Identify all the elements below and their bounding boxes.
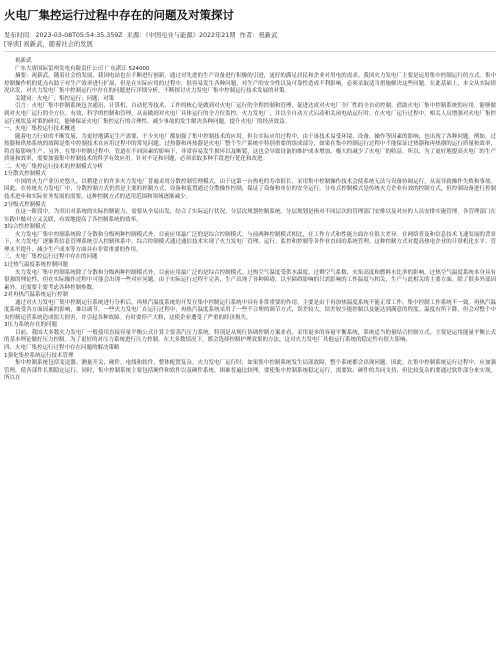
- source[interactable]: 来源：《中国电业与能源》2022年21期: [126, 32, 236, 39]
- article-title: 火电厂集控运行过程中存在的问题及对策探讨: [4, 8, 234, 22]
- paragraph: 在这一阶段中，为突出对系统的实际控制能力，需要从全局出发，结合了实际运行状况，分层次规划控制系统。分层规划是指对不同层次的管理部门安排以及对应的人员安排实施管理。各管理部门在实践中做对立又关联，有效地提高了各控制系统的效率。: [4, 209, 496, 223]
- paragraph: 随着电力行业的不断发展，为更好地满足生产需要，不少火电厂都加强了集中控制技术的应用。但在实际应用过程中，由于该技术易受环境、设备、操作等因素的影响，也出现了各种问题。例如，过热器和供热系统的故障是集中控制技术在应用过程中的常见问题。过热器和再热器是火电厂整个生产系统中特别重要的组成部分，如果在集中控制运行过程中不能保证过热器和再热器的运行质量和效率，将直接影响生产。另外，在集中控制过程中，管道在不同因素的影响下，非常容易发生损坏以及断裂，这也会导致设备的维护成本增加，极大的减少了火电厂的收益。所以，为了更好地提高火电厂的生产质量和效率，需要加强集中控制技术的科学有效应用。针对不足和问题，必须采取多种手段进行优化和改进。: [4, 133, 496, 163]
- publish-time: 发布时间：2023-03-08T05:54:35.359Z: [4, 32, 123, 39]
- section-heading: 1过热气温度系统控制问题: [4, 261, 69, 268]
- paragraph: 摘要：祝新武，随着社会的发展，我国电站也在不断进行创新，通过对先进的生产设备进行积极的引进，更好的满足居民和企业对用电的需求。我国火力发电厂主要是运用集中控制运行的方式。集中控制操作机的优点有助于对生产效率进行扩展，但是在实际应用的过程中，很容易发生各种问题，对生产的安全性以及可靠性造成不利影响。必须采取适当措施解决这些问题。在此基础上，本文从实际情况出发，对火力发电厂集中控制运行中存在的问题进行详细分析，不断探讨火力发电厂集中控制运行技术发展的对策。: [4, 73, 496, 95]
- section-heading: 一、火电厂集控运行技术概述: [4, 126, 76, 133]
- article-guide: [导读] 祝新武，随着社会的发展: [4, 41, 496, 53]
- paragraph: 引言：火电厂集中控制系统包含通讯、计算机、自动化等技术。工作的核心是做到对火电厂运行的全程控制和管理，促进达成对火电厂全厂性的全自动控制。借助火电厂集中控制系统的应用，能够做到对火电厂运行的全方位、有效、科学的控制和管理，从而做到对火电厂具体运行的全方位监控。火力发电厂，并以全自动方式启动和关闭电站运行时。在火电厂运行过程中，相关人员增强对火电厂集控运行现状及对策的研究，能够保证火电厂集控运行的合理性，减少事故的发生解决各种问题，提升火电厂的经济效益。: [4, 103, 496, 125]
- section-heading: 1分散式控制模式: [4, 171, 46, 178]
- section-heading: 3压力系统存在的问题: [4, 322, 57, 329]
- article-body: [4, 58, 496, 383]
- section-heading: 1强化集控系统运行技术管理: [4, 352, 74, 359]
- section-heading: 二、火电厂集控运行技术的控制模式分析: [4, 163, 104, 170]
- section-heading: 3综合性控制模式: [4, 224, 46, 231]
- paragraph: 中国的火力产业历史悠久，以稍建立的许多火力发电厂普遍采用分散控制管理模式。由于这第一台热电的寿命很长，采用集中控制操作技术会使系统无法与设备协调运行，从而导致操作失败和事故。因此，在传统火力发电厂中，分散控制方式仍然是主要的控制方式，设备和装置通过分散操作控制，保证了设备和单位的安全运行。分布式控制模式是传统火力企业有效的控制方式，但控制设备进行控制技术进步和实际业务发展的需要，这种控制方式的适用范围和领域逐渐减少。: [4, 178, 496, 201]
- author[interactable]: 作者：祝新武: [239, 32, 278, 39]
- section-heading: 2对再热汽温系统运行控制: [4, 292, 69, 299]
- paragraph: 火力发电厂集中控制系统除了分散和分级两种控制模式外，目前应用最广泛的是综合控制模式。过热空气温度受供水温度、过剩空气系数、火焰高度和燃料水比率的影响。过热空气温度系统本身具有很强的理论性，但在实际操作过程中可能会出现一些对应问题。由于实际运行过程不完善，生产出现了各种障碍，以至障碍影响的只需影响的工作温度与相关，生产与此相关的主要方面。除了很多外部因素外，还需要主要考虑各种控制参数。: [4, 269, 496, 291]
- article-meta: [4, 32, 496, 41]
- paragraph: 火力发电厂集中控制系统除了分散和分级两种控制模式外，目前应用最广泛的是综合控制模式。与前两种控制模式相比，在工作方式和性能方面存在很大差异。在网络普及和信息技术飞速发展的背景下，火力发电厂逐渐将信息管理系统引入控制体系中，综合控制模式通过通信技术实现了火力发电厂管理、运行、监控和控制等各作业直间的系统管理。这种控制方式对提高热电企业的计算机化水平、管理水平提升、减少生产成本等方面具有非常重要的作用。: [4, 231, 496, 253]
- paragraph: 目前，我国大多数火力发电厂一般使用直接容量平衡公式计算主要蒸汽压力系统。特别是从现行协调控制方案来看，采用更多的容量平衡系统，系统适当的量结合控制方式。主要是运用能量平衡公式的基本理论做好压力控制。为了更好的对压力系统进行压力控制，在大多数情况下，都会选择控制护理效果的方法，这对火力发电厂其他运行系统的稳定性有很大影响。: [4, 329, 496, 344]
- paragraph: 广东大唐国际雷州发电有限责任公司 广东湛江 524000: [15, 65, 150, 72]
- paragraph: 祝新武: [15, 58, 32, 65]
- section-heading: 2分级式控制模式: [4, 201, 46, 208]
- paragraph: 通过对火力发电厂集中控制运行系统进行分析后，再热汽温度系统的开发在集中控制运行系统中具有非常重要的作用。主要是由于再加热温度系统不能正常工作，集中控制工作系统不一致。再热汽温度系统受各方面因素的影响，难以调节。一些火力发电厂在运行过程中，再热汽温度系统采用了一些不合理的调节方式，误差较大，误差较少能控制以及能达到满意的程度。温度有所下降，但会对整个中央控制运营系统造成很大损害，并引起各种故障。有时要停产大修，这使企业遭受了严重的经济损失。: [4, 299, 496, 321]
- section-heading: 四、火电厂集控运行过程中存在问题的解决策略: [4, 344, 120, 351]
- paragraph: 集中控制系统包括变送器、测量开关、硬件、电线和软件，整体配置复杂。火力发电厂运行时，如果集中控制系统发生局部故障，整个系统都会出现问题。因此，在集中控制系统运行过程中，应加强管理，使各部件长期稳定运行。同时，集中控制系统主要包括硬件和软件以及硬件系统，困难普遍比较理，要使集中控制系统稳定运行，需要软、硬件的共同支持，但比较复杂的要通过软件部分来实现，所以在: [4, 360, 496, 382]
- section-heading: 三、火电厂集控运行过程中存在的问题: [4, 254, 98, 261]
- paragraph: 关键词：火电厂；集控运行；问题；对策: [15, 95, 115, 102]
